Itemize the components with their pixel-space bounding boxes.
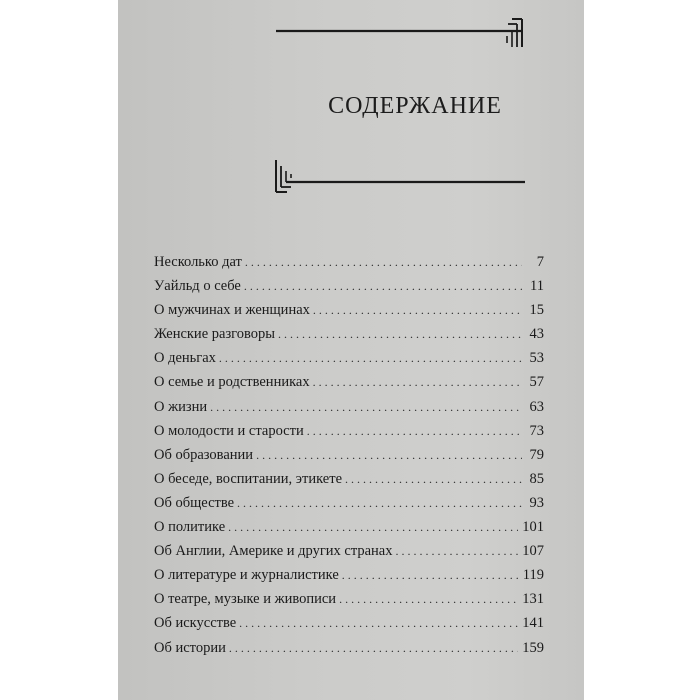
- toc-leader-dots: [239, 616, 518, 631]
- toc-entry[interactable]: [154, 374, 544, 398]
- toc-leader-dots: [256, 448, 522, 463]
- toc-entry[interactable]: [154, 447, 544, 471]
- toc-leader-dots: [245, 255, 522, 270]
- toc-leader-dots: [342, 568, 519, 583]
- toc-leader-dots: [229, 641, 518, 656]
- toc-entry-page: 15: [529, 302, 544, 319]
- toc-entry-title: О политике: [154, 519, 226, 536]
- toc-entry-title: О литературе и журналистике: [154, 567, 339, 584]
- toc-entry[interactable]: [154, 254, 544, 278]
- toc-entry-title: О семье и родственниках: [154, 374, 310, 391]
- toc-leader-dots: [237, 496, 522, 511]
- toc-entry-title: Об искусстве: [154, 615, 237, 632]
- toc-entry-title: Об Англии, Америке и других странах: [154, 543, 393, 560]
- book-page: [118, 0, 584, 700]
- toc-entry-title: Об истории: [154, 639, 226, 656]
- toc-entry-title: О жизни: [154, 398, 208, 415]
- toc-leader-dots: [313, 303, 522, 318]
- toc-leader-dots: [307, 424, 522, 439]
- toc-entry-page: 93: [529, 494, 544, 511]
- toc-entry[interactable]: [154, 615, 544, 639]
- toc-entry-title: О театре, музыке и живописи: [154, 591, 337, 608]
- toc-entry-page: 131: [522, 591, 544, 608]
- toc-entry-title: Об образовании: [154, 446, 254, 463]
- toc-entry-page: 107: [522, 543, 544, 560]
- toc-leader-dots: [228, 520, 518, 535]
- toc-entry[interactable]: [154, 350, 544, 374]
- toc-entry-page: 73: [529, 422, 544, 439]
- bottom-ornament-icon: [273, 160, 528, 194]
- toc-entry-page: 119: [522, 567, 544, 584]
- toc-entry-page: 57: [529, 374, 544, 391]
- toc-entry-page: 11: [530, 278, 544, 295]
- toc-entry-title: Об обществе: [154, 494, 235, 511]
- toc-entry[interactable]: [154, 543, 544, 567]
- toc-entry[interactable]: [154, 399, 544, 423]
- toc-entry[interactable]: [154, 567, 544, 591]
- toc-entry-title: О молодости и старости: [154, 422, 304, 439]
- toc-entry[interactable]: [154, 640, 544, 664]
- toc-entry-page: 7: [536, 254, 544, 270]
- toc-entry-page: 85: [529, 470, 544, 487]
- toc-entry-title: О беседе, воспитании, этикете: [154, 470, 343, 487]
- toc-entry[interactable]: [154, 326, 544, 350]
- toc-entry-page: 43: [529, 326, 544, 343]
- table-of-contents: [154, 254, 544, 664]
- toc-leader-dots: [219, 351, 522, 366]
- toc-entry[interactable]: [154, 519, 544, 543]
- page-title: СОДЕРЖАНИЕ: [328, 93, 502, 119]
- toc-entry-title: Уайльд о себе: [154, 278, 241, 295]
- toc-entry-page: 63: [529, 398, 544, 415]
- toc-entry-title: Женские разговоры: [154, 326, 275, 343]
- toc-entry-page: 159: [522, 639, 544, 656]
- toc-leader-dots: [313, 375, 522, 390]
- toc-leader-dots: [210, 400, 522, 415]
- toc-entry[interactable]: [154, 591, 544, 615]
- toc-entry[interactable]: [154, 302, 544, 326]
- top-ornament-icon: [276, 18, 526, 48]
- toc-entry-page: 53: [529, 350, 544, 367]
- toc-leader-dots: [244, 279, 522, 294]
- toc-leader-dots: [345, 472, 522, 487]
- toc-entry-page: 141: [522, 615, 544, 632]
- toc-leader-dots: [396, 544, 519, 559]
- toc-leader-dots: [278, 327, 522, 342]
- toc-entry-title: О деньгах: [154, 350, 216, 367]
- toc-entry[interactable]: [154, 471, 544, 495]
- toc-entry[interactable]: [154, 423, 544, 447]
- toc-entry-page: 101: [522, 519, 544, 536]
- toc-entry-title: О мужчинах и женщинах: [154, 302, 310, 319]
- toc-entry-title: Несколько дат: [154, 254, 242, 270]
- toc-entry[interactable]: [154, 495, 544, 519]
- toc-entry-page: 79: [529, 446, 544, 463]
- toc-entry[interactable]: [154, 278, 544, 302]
- toc-leader-dots: [339, 592, 518, 607]
